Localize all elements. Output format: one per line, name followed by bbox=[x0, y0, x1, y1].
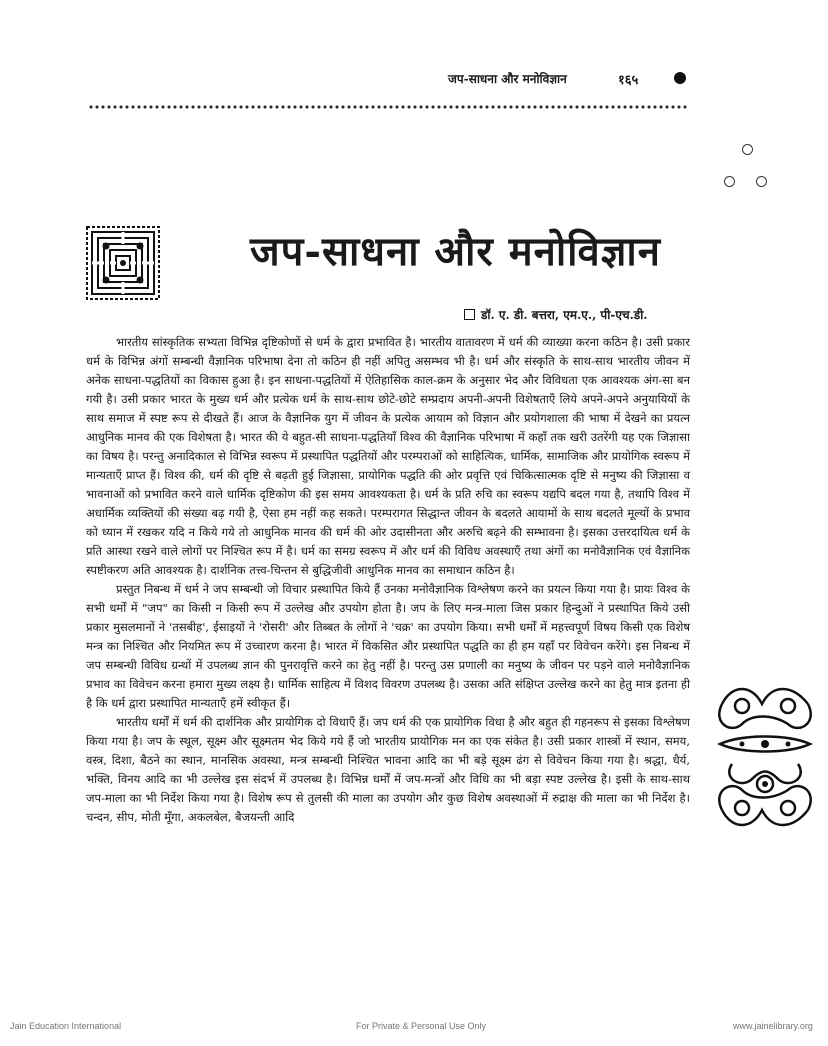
bullet-icon bbox=[674, 72, 686, 84]
footer-left-text: Jain Education International bbox=[10, 1021, 122, 1031]
maze-emblem-icon bbox=[86, 226, 160, 300]
article-title: जप-साधना और मनोविज्ञान bbox=[250, 228, 661, 275]
footer-right-text: www.jainelibrary.org bbox=[733, 1021, 813, 1031]
footer-center-text: For Private & Personal Use Only bbox=[356, 1021, 487, 1031]
article-paragraph: भारतीय सांस्कृतिक सभ्यता विभिन्न दृष्टिकोणों से धर्म के द्वारा प्रभावित है। भारतीय वातावरण में धर्म की व्याख्या करना कठिन है। उसी प्रकार धर्म के विभिन्न अंगों सम्बन्धी वैज्ञानिक परिभाषा देना तो कठिन ही नहीं अपितु असम्भव भी है। धर्म और संस्कृति के साथ-साथ भारतीय जीवन में अनेक साधना-पद्धतियों का विकास हुआ है। इन साधना-पद्धतियों में ऐतिहासिक काल-क्रम के अनुसार भेद और विविधता एक आवश्यक अंग-सा बन गयी है। उसी प्रकार भारत के मुख्य धर्म और प्रत्येक धर्म के साथ-साथ छोटे-छोटे सम्प्रदाय अपनी-अपनी विशेषताएँ लिये अपने-अपने अनुयायियों के साथ समाज में स्पष्ट रूप से दीखते हैं। आज के वैज्ञानिक युग में जीवन के प्रत्येक आयाम को विज्ञान और प्रयोगशाला की भाषा में देखने का प्रयत्न आधुनिक मानव की एक विशेषता है। भारत की ये बहुत-सी साधना-पद्धतियाँ विश्व की वैज्ञानिक परिभाषा में कहाँ तक खरी उतरेंगी यह एक जिज्ञासा का विषय है। परन्तु अनादिकाल से विभिन्न स्वरूप में प्रस्थापित पद्धतियों और परम्पराओं को साहित्यिक, धार्मिक, सामाजिक और प्रायोगिक स्वरूप में मान्यताएँ प्राप्त हैं। विश्व की, धर्म की दृष्टि से बढ़ती हुई जिज्ञासा, प्रायोगिक पद्धति की ओर प्रवृत्ति एवं चिकित्सात्मक दृष्टि से मनुष्य की जिज्ञासा व भावनाओं को प्रभावित करने वाले धार्मिक दृष्टिकोण की इस समय आवश्यकता है। धर्म के प्रति रुचि का स्वरूप यद्यपि बदल गया है, तथापि विश्व में अधार्मिक व्यक्तियों की संख्या बढ़ गयी है, ऐसा हम नहीं कह सकते। परम्परागत सिद्धान्त जीवन के बदलते आयामों के साथ बदलते मूल्यों के प्रभाव को ध्यान में रखकर यदि न किये गये तो आधुनिक मानव की धर्म की ओर उदासीनता और अरुचि बढ़ने की सम्भावना है। इसका उत्तरदायित्व धर्म के प्रति आस्था रखने वाले लोगों पर निश्चित रूप में है। धर्म का समग्र स्वरूप में और धर्म की विविध अवस्थाएँ तथा अंगों का मनोवैज्ञानिक एवं वैज्ञानिक स्पष्टीकरण अति आवश्यक है। दार्शनिक तत्त्व-चिन्तन से बुद्धिजीवी आधुनिक मानव का समाधान कठिन है। bbox=[86, 335, 690, 577]
dotted-divider bbox=[88, 104, 688, 110]
article-body bbox=[86, 333, 690, 827]
margin-circle-icon bbox=[756, 176, 767, 187]
author-name: डॉ. ए. डी. बत्तरा, एम.ए., पी-एच.डी. bbox=[481, 308, 648, 322]
article-paragraph: भारतीय धर्मों में धर्म की दार्शनिक और प्रायोगिक दो विधाएँ हैं। जप धर्म की एक प्रायोगिक विधा है और बहुत ही गहनरूप से इसका विश्लेषण किया गया है। जप के स्थूल, सूक्ष्म और सूक्ष्मतम भेद किये गये हैं जो भारतीय प्रायोगिक मन का एक संकेत है। उसी प्रकार शास्त्रों में स्थान, समय, वस्त्र, दिशा, बैठने का स्थान, मानसिक अवस्था, मन्त्र सम्बन्धी निश्चित भावना आदि का भी बड़े सूक्ष्म ढंग से विवेचन किया गया है। श्रद्धा, धैर्य, भक्ति, विनय आदि का भी उल्लेख इस संदर्भ में उपलब्ध है। विभिन्न धर्मों में जप-मन्त्रों और विधि का भी बड़ा स्पष्ट उल्लेख है। इसी के साथ-साथ जप-माला का भी निर्देश किया गया है। विशेष रूप से तुलसी की माला का उपयोग और कुछ विशेष अवस्थाओं में रुद्राक्ष की माला का भी निर्देश है। चन्दन, सीप, मोती मूँगा, अकलबेल, बैजयन्ती आदि bbox=[86, 715, 690, 824]
page-number: १६५ bbox=[618, 73, 639, 88]
margin-circle-icon bbox=[724, 176, 735, 187]
author-byline bbox=[464, 306, 694, 323]
running-header-title: जप-साधना और मनोविज्ञान bbox=[448, 72, 567, 86]
margin-circle-icon bbox=[742, 144, 753, 155]
checkbox-square-icon bbox=[464, 309, 475, 320]
article-paragraph: प्रस्तुत निबन्ध में धर्म ने जप सम्बन्धी जो विचार प्रस्थापित किये हैं उनका मनोवैज्ञानिक विश्लेषण करने का प्रयत्न किया गया है। प्रायः विश्व के सभी धर्मों में "जप" का किसी न किसी रूप में उल्लेख और उपयोग होता है। जप के लिए मन्त्र-माला जिस प्रकार हिन्दुओं ने प्रस्थापित किये उसी प्रकार मुसलमानों ने 'तसबीह', ईसाइयों ने 'रोसरी' और तिब्बत के लोगों ने 'चक्र' का उपयोग किया। सभी धर्मों में महत्त्वपूर्ण विषय किसी एक विशेष मन्त्र का निश्चित और नियमित रूप में उच्चारण करना है। भारत में विकसित और प्रस्थापित पद्धति का ही हम यहाँ पर विवेचन करेंगे। इस निबन्ध में जप सम्बन्धी विविध ग्रन्थों में उपलब्ध ज्ञान की पुनरावृत्ति करने का हेतु नहीं है। परन्तु उस प्रणाली का मनुष्य के जीवन पर पड़ने वाले मनोवैज्ञानिक प्रभाव का विवेचन करना हमारा मुख्य लक्ष्य है। धार्मिक साहित्य में विशद विवरण उपलब्ध है। उसका अति संक्षिप्त उल्लेख करने का हेतु मात्र इतना ही है कि धर्म द्वारा प्रस्थापित मान्यताएँ हमें स्वीकृत हैं। bbox=[86, 582, 690, 710]
floral-ornament-icon bbox=[712, 684, 818, 830]
